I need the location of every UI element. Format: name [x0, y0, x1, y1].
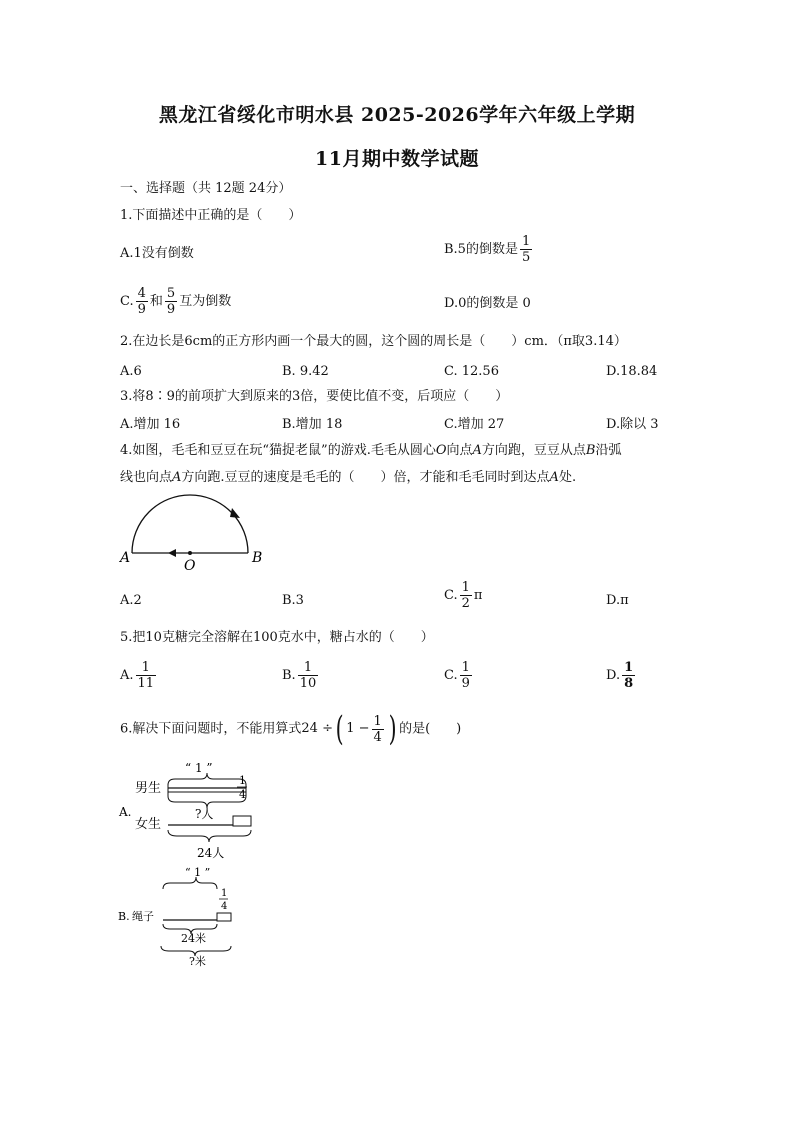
fraction-numerator: 1 — [303, 660, 313, 675]
left-paren: ( — [335, 709, 344, 749]
q4-text: 向点 — [446, 443, 473, 458]
q1-c-suffix: 互为倒数 — [179, 294, 232, 309]
q4-option-b: B.3 — [282, 593, 304, 608]
fraction-numerator: 4 — [137, 286, 146, 301]
fig-b-one: “ 1 ” — [185, 866, 211, 879]
q1-option-d: D.0的倒数是 0 — [444, 296, 531, 311]
rope-extra-box — [217, 913, 231, 921]
fraction-denominator: 9 — [461, 676, 470, 691]
q4-option-a: A.2 — [120, 593, 142, 608]
q1-c-prefix: C. — [120, 294, 134, 309]
fraction-numerator: 1 — [373, 713, 382, 729]
fig-b-label: B. — [118, 910, 130, 923]
q1-c-and: 和 — [149, 294, 163, 309]
q1-c-fraction2 — [165, 286, 177, 317]
q5-d-prefix: D. — [606, 668, 621, 683]
fig-b-length: 24米 — [181, 932, 206, 945]
q4-c-suffix: π — [473, 588, 483, 603]
q5-a-prefix: A. — [120, 668, 134, 683]
bottom-brace — [168, 830, 251, 842]
q4-text: 处. — [558, 470, 577, 485]
q4-point-b: B — [585, 443, 596, 458]
q5-d-fraction — [622, 660, 635, 691]
arc-arrow-icon — [230, 508, 240, 518]
q5-stem: 5.把10克糖完全溶解在100克水中，糖占水的（ ） — [120, 630, 434, 645]
q1-option-b — [444, 234, 534, 265]
q6-expr-fraction — [372, 714, 384, 745]
q6-expr-24: 24 ÷ — [301, 721, 333, 736]
q5-c-prefix: C. — [444, 668, 458, 683]
q6-text: 的是( ) — [399, 721, 462, 737]
fig-label-a: A — [120, 550, 131, 566]
fraction-denominator: 8 — [624, 676, 634, 691]
top-brace — [168, 773, 246, 785]
fig-b-frac-den: 4 — [221, 901, 228, 912]
fraction-numerator: 5 — [166, 286, 176, 301]
center-point — [188, 551, 192, 555]
q2-option-b: B. 9.42 — [282, 364, 329, 379]
fig-a-question: ?人 — [195, 807, 214, 821]
q4-c-fraction — [460, 580, 472, 611]
q5-option-a — [120, 660, 158, 691]
fraction-denominator: 10 — [299, 676, 317, 691]
q4-option-c — [444, 580, 482, 611]
q3-option-c: C.增加 27 — [444, 417, 505, 432]
q1-c-fraction1 — [136, 286, 148, 317]
fraction-denominator: 9 — [137, 302, 146, 317]
q2-option-c: C. 12.56 — [444, 364, 499, 379]
fig-b-frac-num: 1 — [221, 888, 228, 899]
q5-b-fraction — [298, 660, 319, 691]
q6-text: 6.解决下面问题时，不能用算式 — [120, 721, 302, 737]
fraction-denominator: 9 — [166, 302, 176, 317]
q6-figure-a — [115, 758, 275, 868]
q3-stem: 3.将8∶9的前项扩大到原来的3倍，要使比值不变，后项应（ ） — [120, 389, 509, 404]
q4-c-prefix: C. — [444, 588, 458, 603]
semicircle-arc — [132, 495, 248, 553]
q1-option-a: A.1没有倒数 — [120, 246, 194, 261]
q6-expr-one: 1 − — [346, 721, 370, 736]
exam-title-line1: 黑龙江省绥化市明水县 2025-2026学年六年级上学期 — [158, 104, 636, 126]
left-arrow-icon — [168, 549, 176, 557]
q4-point-a: A — [472, 443, 482, 458]
q6-expression — [301, 711, 399, 747]
q2-option-d: D.18.84 — [606, 364, 658, 379]
fig-b-question: ?米 — [189, 955, 206, 968]
girls-extra-box — [233, 816, 251, 826]
q5-option-d — [606, 660, 637, 691]
q5-option-c — [444, 660, 474, 691]
fraction-denominator: 2 — [461, 596, 470, 611]
fig-a-frac-num: 1 — [239, 774, 246, 787]
fig-a-girls: 女生 — [135, 817, 162, 832]
q3-option-a: A.增加 16 — [120, 417, 181, 432]
q5-c-fraction — [460, 660, 472, 691]
q4-semicircle-figure — [110, 490, 280, 575]
q2-stem: 2.在边长是6cm的正方形内画一个最大的圆，这个圆的周长是（ ）cm．（π取3.14） — [120, 334, 627, 349]
q4-text: 沿弧 — [595, 443, 622, 458]
fig-label-b: B — [252, 550, 263, 566]
q1-stem: 1.下面描述中正确的是（ ） — [120, 208, 302, 223]
section-heading: 一、选择题（共 12题 24分） — [120, 181, 292, 196]
fig-a-boys: 男生 — [135, 781, 162, 796]
right-paren: ) — [388, 709, 397, 749]
q6-figure-b — [115, 862, 255, 972]
q4-option-d: D.π — [606, 593, 629, 608]
fraction-numerator: 1 — [521, 234, 531, 249]
q1-b-fraction — [520, 234, 532, 265]
q4-text: 方向跑.豆豆的速度是毛毛的（ ）倍，才能和毛毛同时到达点 — [181, 470, 550, 485]
q5-option-b — [282, 660, 320, 691]
fig-a-frac-den: 4 — [239, 788, 246, 801]
q4-point-a: A — [172, 470, 182, 485]
fig-a-total: 24人 — [197, 846, 225, 860]
fraction-numerator: 1 — [461, 580, 470, 595]
fraction-denominator: 11 — [137, 676, 155, 691]
q1-b-text: B.5的倒数是 — [444, 242, 518, 257]
fig-a-label: A. — [119, 805, 132, 819]
q4-point-a: A — [549, 470, 559, 485]
q3-option-b: B.增加 18 — [282, 417, 343, 432]
fraction-numerator: 1 — [461, 660, 470, 675]
exam-title-line2: 11月期中数学试题 — [315, 148, 479, 170]
q4-stem-line2 — [120, 469, 576, 487]
q4-stem-line1 — [120, 442, 622, 460]
q4-text: 线也向点 — [120, 470, 173, 485]
fig-a-one: “ 1 ” — [185, 761, 213, 775]
fraction-denominator: 4 — [373, 729, 382, 745]
q4-point-o: O — [435, 443, 447, 458]
fraction-denominator: 5 — [521, 250, 531, 265]
fig-label-o: O — [184, 558, 196, 574]
q5-b-prefix: B. — [282, 668, 296, 683]
q4-text: 方向跑，豆豆从点 — [481, 443, 586, 458]
fraction-numerator: 1 — [624, 660, 634, 675]
q3-option-d: D.除以 3 — [606, 417, 659, 432]
fig-b-rope: 绳子 — [132, 910, 154, 923]
q5-a-fraction — [136, 660, 157, 691]
q2-option-a: A.6 — [120, 364, 142, 379]
q4-text: 4.如图，毛毛和豆豆在玩“猫捉老鼠”的游戏.毛毛从圆心 — [120, 443, 436, 458]
q6-stem — [120, 711, 461, 748]
fraction-numerator: 1 — [141, 660, 150, 675]
q1-option-c — [120, 286, 231, 317]
